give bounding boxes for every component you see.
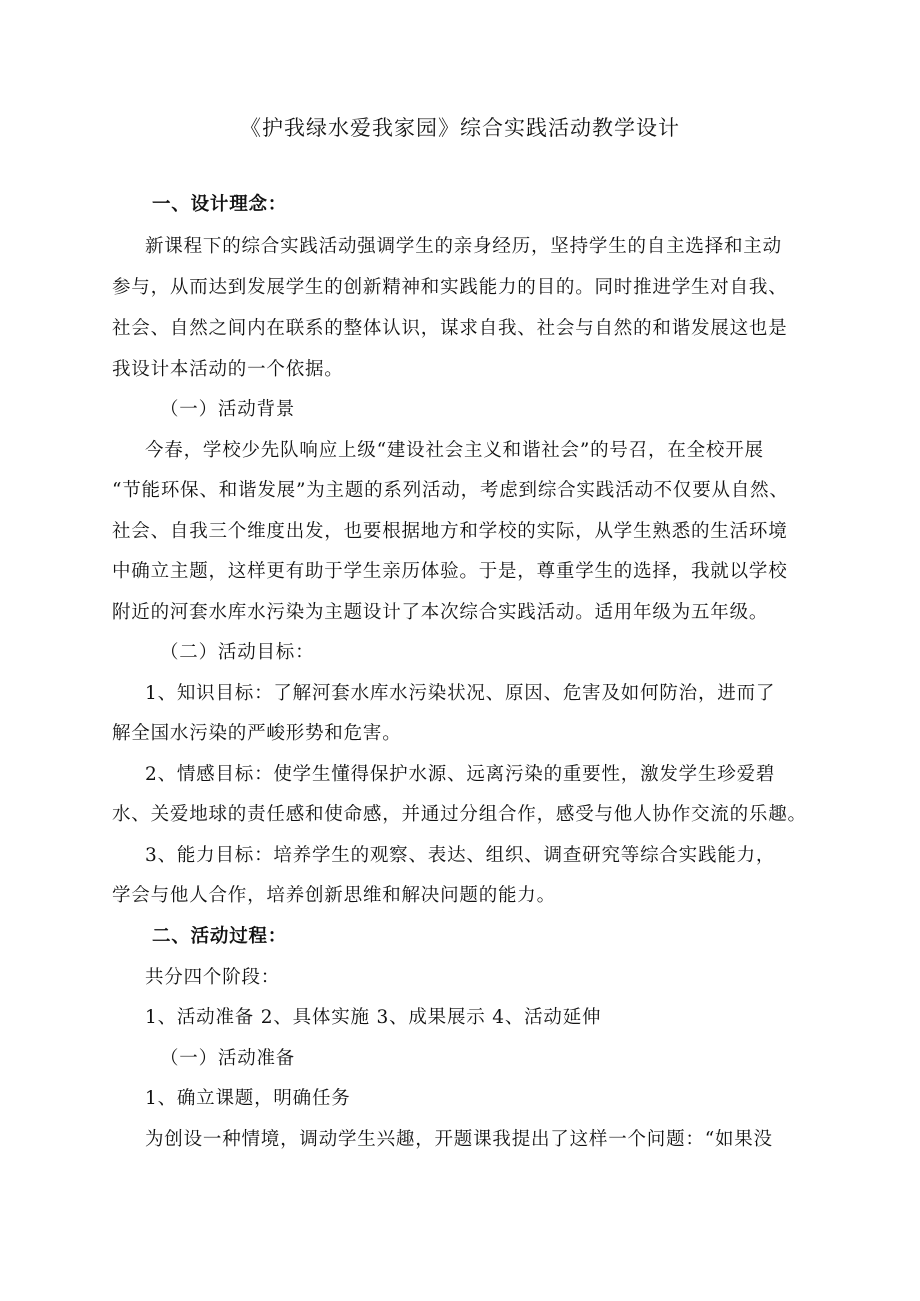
paragraph-line: 水、关爱地球的责任感和使命感，并通过分组合作，感受与他人协作交流的乐趣。 (112, 804, 807, 825)
section-heading-design-concept: 一、设计理念： (152, 194, 288, 215)
document-title: 《护我绿水爱我家园》综合实践活动教学设计 (240, 116, 680, 140)
paragraph-line: 附近的河套水库水污染为主题设计了本次综合实践活动。适用年级为五年级。 (112, 602, 769, 623)
paragraph-line: “节能环保、和谐发展”为主题的系列活动，考虑到综合实践活动不仅要从自然、 (112, 480, 789, 501)
paragraph-line: 社会、自我三个维度出发，也要根据地方和学校的实际，从学生熟悉的生活环境 (112, 521, 788, 542)
paragraph-line: 共分四个阶段： (145, 967, 281, 988)
paragraph-line: 今春，学校少先队响应上级“建设社会主义和谐社会”的号召，在全校开展 (145, 440, 764, 461)
paragraph-line: 1、知识目标：了解河套水库水污染状况、原因、危害及如何防治，进而了 (145, 683, 776, 704)
paragraph-line: 3、能力目标：培养学生的观察、表达、组织、调查研究等综合实践能力， (145, 845, 776, 866)
paragraph-line: 学会与他人合作，培养创新思维和解决问题的能力。 (112, 885, 556, 906)
paragraph-line: 社会、自然之间内在联系的整体认识，谋求自我、社会与自然的和谐发展这也是 (112, 318, 788, 339)
subsection-heading-preparation: （一）活动准备 (160, 1048, 296, 1069)
paragraph-line: 1、活动准备 2、具体实施 3、成果展示 4、活动延伸 (145, 1007, 602, 1028)
paragraph-line: 新课程下的综合实践活动强调学生的亲身经历，坚持学生的自主选择和主动 (145, 236, 782, 257)
paragraph-line: 为创设一种情境，调动学生兴趣，开题课我提出了这样一个问题：“如果没 (145, 1129, 773, 1150)
paragraph-line: 1、确立课题，明确任务 (145, 1088, 351, 1109)
subsection-heading-goals: （二）活动目标： (160, 642, 315, 663)
paragraph-line: 解全国水污染的严峻形势和危害。 (112, 723, 402, 744)
section-heading-process: 二、活动过程： (152, 926, 288, 947)
subsection-heading-background: （一）活动背景 (160, 399, 296, 420)
paragraph-line: 中确立主题，这样更有助于学生亲历体验。于是，尊重学生的选择，我就以学校 (112, 561, 788, 582)
paragraph-line: 参与，从而达到发展学生的创新精神和实践能力的目的。同时推进学生对自我、 (112, 277, 788, 298)
paragraph-line: 2、情感目标：使学生懂得保护水源、远离污染的重要性，激发学生珍爱碧 (145, 764, 776, 785)
paragraph-line: 我设计本活动的一个依据。 (112, 359, 344, 380)
